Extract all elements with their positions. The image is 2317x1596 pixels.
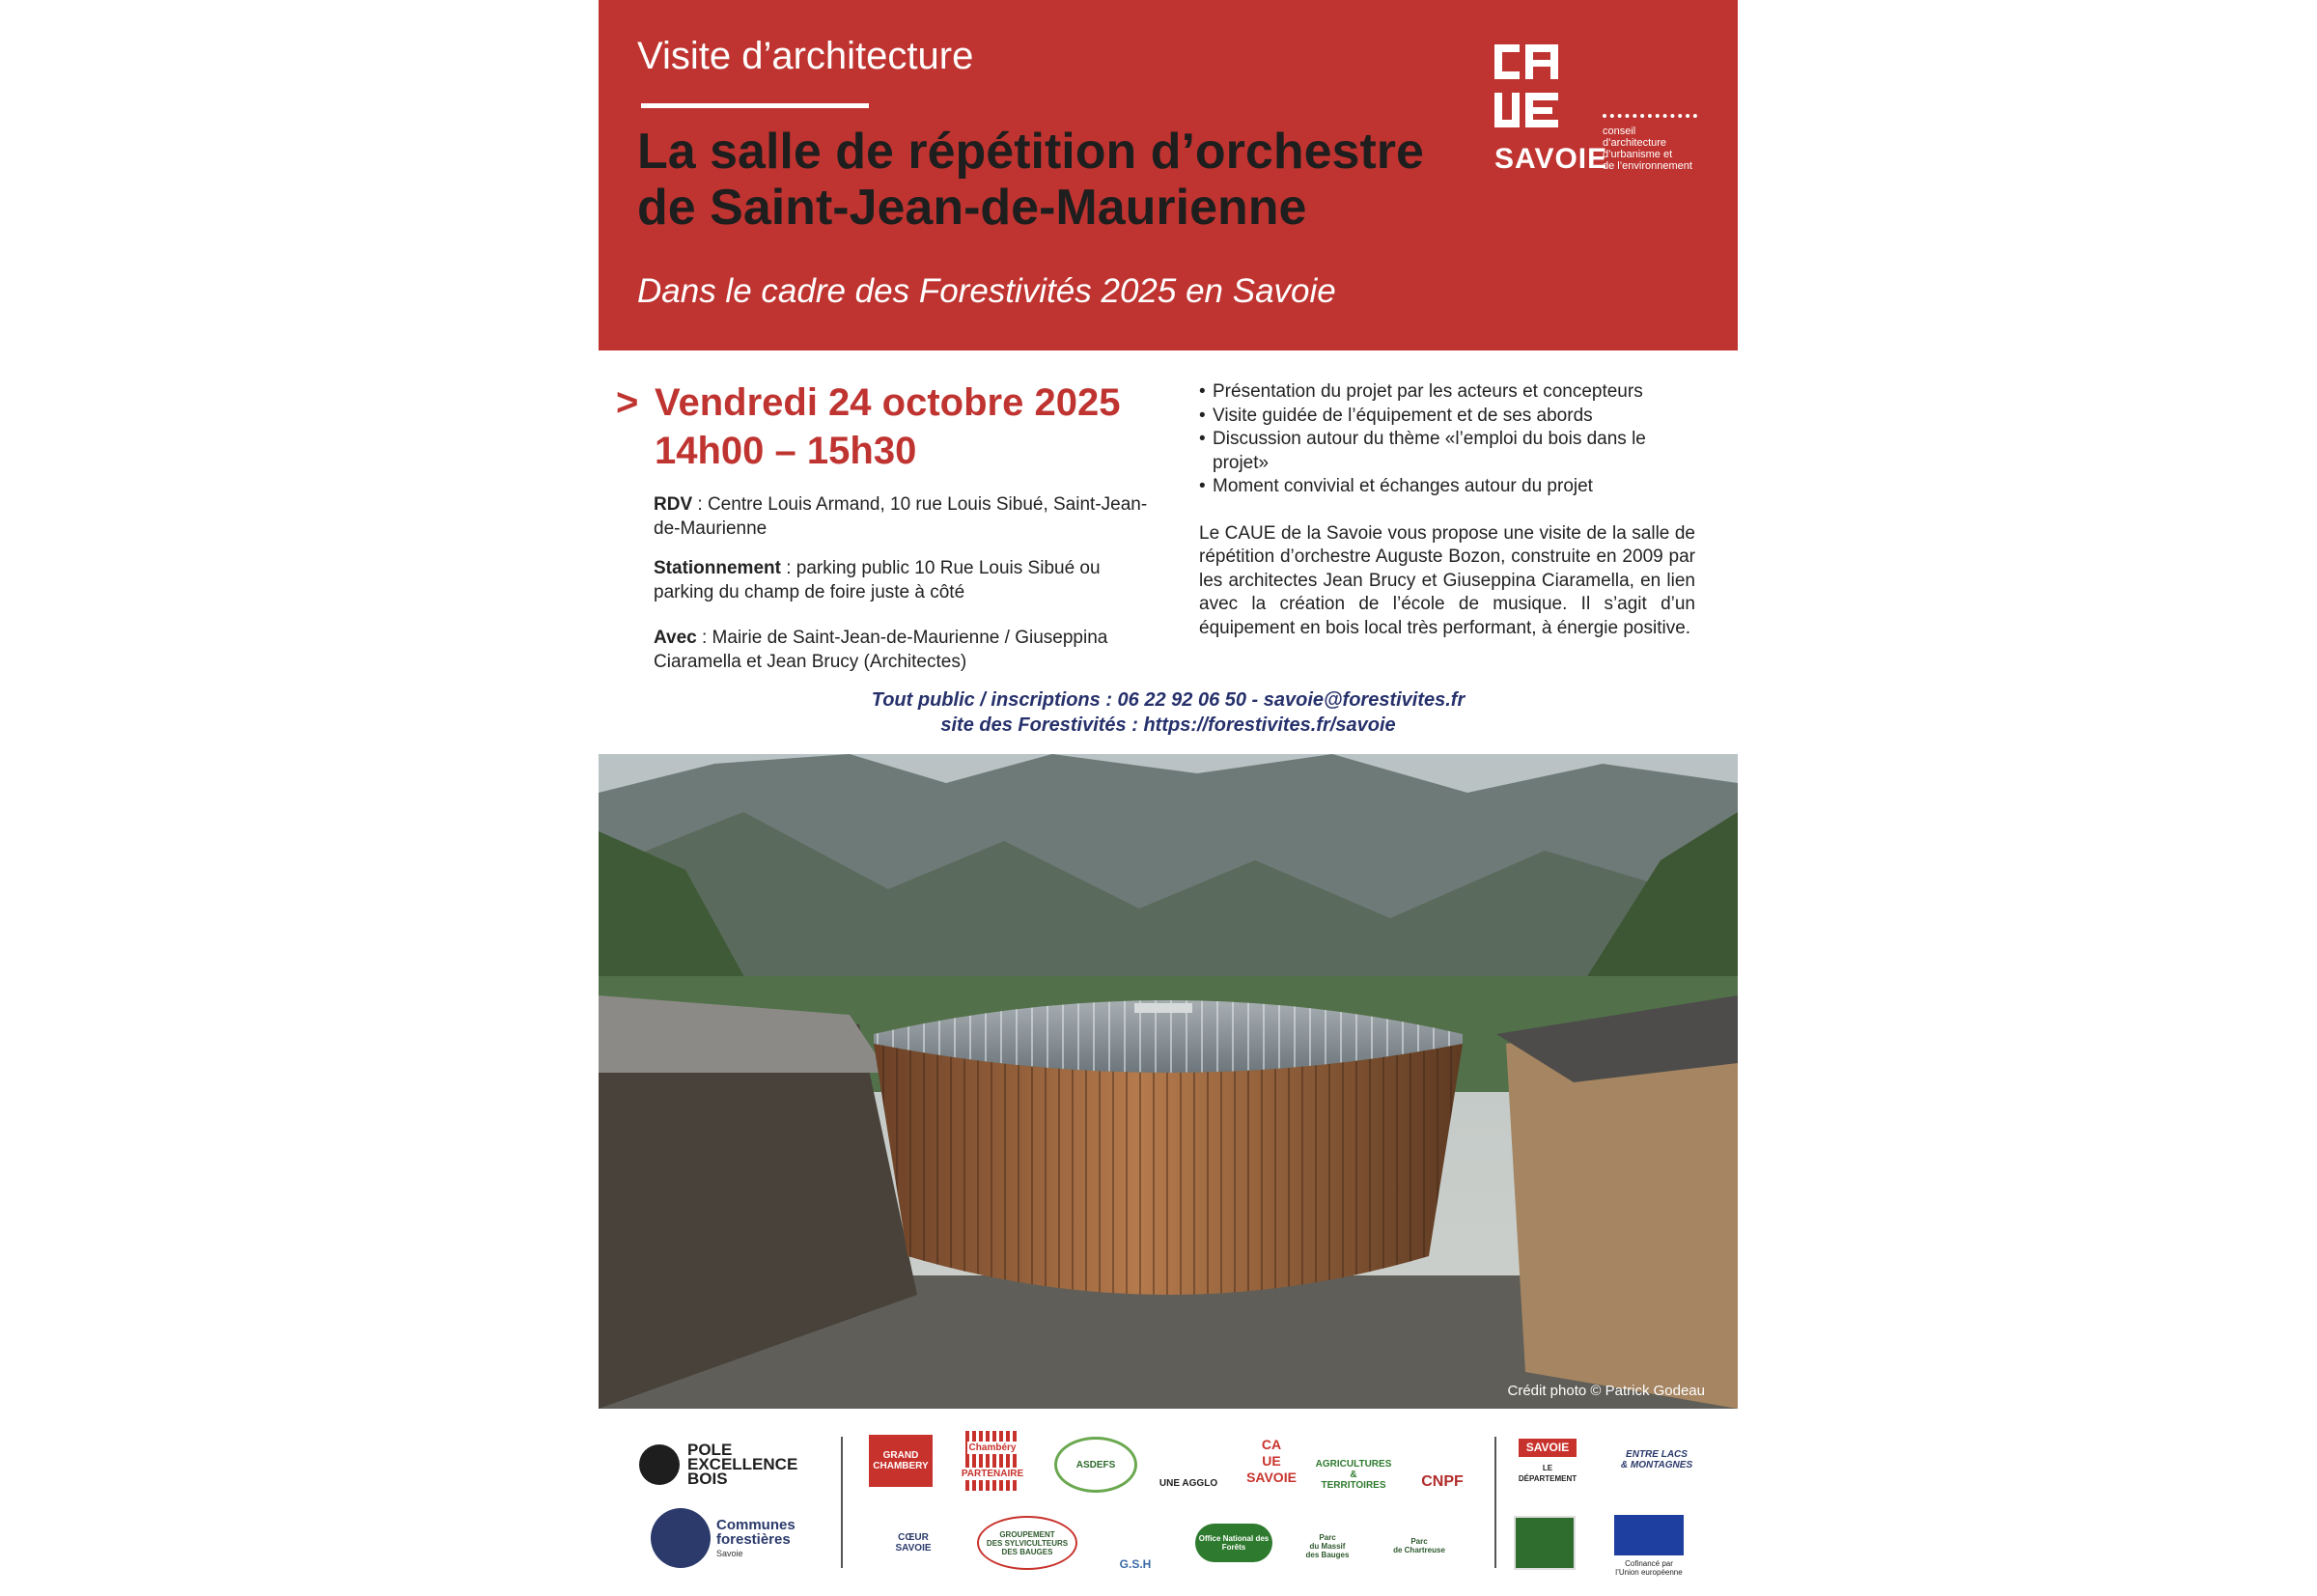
- logo-caption-line: conseil: [1603, 126, 1636, 137]
- header-banner: [599, 0, 1738, 350]
- agricultures-territoires-logo: [1317, 1433, 1390, 1491]
- logo-text: LE DÉPARTEMENT: [1518, 1463, 1577, 1483]
- kicker-divider: [641, 103, 869, 108]
- photo-illustration: [599, 754, 1738, 1409]
- logo-region: SAVOIE: [1494, 143, 1608, 175]
- parking-label: Stationnement: [654, 558, 781, 578]
- program-column: [1199, 380, 1695, 640]
- logo-text: GRAND: [882, 1450, 919, 1461]
- list-item: • Moment convivial et échanges autour du projet: [1199, 475, 1695, 499]
- avec-label: Avec: [654, 628, 697, 648]
- eu-cofinance-logo: [1612, 1512, 1686, 1580]
- sylviculteurs-bauges-logo: [977, 1516, 1077, 1570]
- gal-entre-lacs-montagnes-logo: [1599, 1439, 1715, 1481]
- logo-text: AGRICULTURES: [1315, 1459, 1392, 1470]
- logo-text: ENTRE LACS: [1626, 1449, 1688, 1460]
- contact-block: [599, 687, 1738, 738]
- avec-info: [654, 626, 1156, 674]
- logo-text: l’Union européenne: [1615, 1568, 1683, 1577]
- logo-text: UE: [1262, 1452, 1281, 1469]
- logo-caption-line: d’architecture: [1603, 137, 1667, 149]
- program-list: [1199, 380, 1695, 499]
- logo-text: DES SYLVICULTEURS: [986, 1538, 1069, 1548]
- logo-text: CNPF: [1421, 1473, 1464, 1490]
- logo-text: & TERRITOIRES: [1321, 1470, 1386, 1491]
- building-photo: [599, 754, 1738, 1409]
- logo-text: SAVOIE: [895, 1543, 932, 1554]
- onf-logo: [1195, 1524, 1272, 1562]
- logo-block: [1525, 107, 1552, 114]
- pole-leaf-icon: [639, 1444, 680, 1485]
- cnpf-logo: [1415, 1439, 1469, 1490]
- contact-line-1[interactable]: Tout public / inscriptions : 06 22 92 06 50 - savoie@forestivites.fr: [871, 689, 1466, 711]
- event-date: Vendredi 24 octobre 2025: [655, 381, 1121, 424]
- logo-caption-line: de l’environnement: [1603, 160, 1692, 172]
- parking-info: [654, 556, 1156, 604]
- pole-excellence-bois-logo: [639, 1439, 823, 1487]
- photo-credit: Crédit photo © Patrick Godeau: [1507, 1383, 1705, 1399]
- parking-text: : parking public 10 Rue Louis Sibué ou parking du champ de foire juste à côté: [654, 558, 1101, 602]
- logo-text: GROUPEMENT: [999, 1529, 1055, 1539]
- rdv-label: RDV: [654, 494, 693, 515]
- logo-text: SAVOIE: [1519, 1439, 1577, 1457]
- pole-line: BOIS: [687, 1470, 728, 1488]
- communes-line: Communes: [716, 1517, 796, 1533]
- logo-caption: [1603, 126, 1692, 172]
- logo-text: Office National des Forêts: [1198, 1534, 1270, 1552]
- title-line-2: de Saint-Jean-de-Maurienne: [637, 180, 1307, 236]
- mountain-icon: [651, 1508, 711, 1568]
- kicker: Visite d’architecture: [637, 35, 974, 77]
- asdefs-logo: [1054, 1437, 1137, 1493]
- savoie-departement-logo: [1516, 1431, 1579, 1491]
- caue-small-logo: [1247, 1431, 1296, 1491]
- grand-chambery-logo: [869, 1435, 933, 1487]
- rdv-text: : Centre Louis Armand, 10 rue Louis Sibué, Saint-Jean-de-Maurienne: [654, 494, 1148, 539]
- logo-text: G.S.H: [1119, 1557, 1152, 1571]
- gsh-logo: [1097, 1516, 1174, 1570]
- divider: [1494, 1437, 1496, 1568]
- communes-line: forestières: [716, 1531, 791, 1548]
- arlysere-logo: [1157, 1435, 1220, 1489]
- leader-logo: [1514, 1516, 1576, 1570]
- event-time: 14h00 – 15h30: [655, 430, 917, 472]
- logo-text: du Massif: [1309, 1541, 1346, 1551]
- eu-flag-icon: [1614, 1515, 1684, 1555]
- caue-savoie-logo: [1494, 44, 1726, 180]
- divider: [841, 1437, 843, 1568]
- avec-text: : Mairie de Saint-Jean-de-Maurienne / Giuseppina Ciaramella et Jean Brucy (Architectes): [654, 628, 1108, 672]
- logo-text: Cofinancé par: [1625, 1559, 1673, 1568]
- list-item: • Présentation du projet par les acteurs et concepteurs: [1199, 380, 1695, 405]
- program-description: Le CAUE de la Savoie vous propose une visite de la salle de répétition d’orchestre Auguste Bozon, construite en 2009 par les architectes Jean Brucy et Giuseppina Ciaramella, en lien avec la création de l’école de musique. Il s’agit d’un équipement en bois local très performant, à énergie positive.: [1199, 522, 1695, 638]
- pole-line: EXCELLENCE: [687, 1455, 798, 1473]
- logo-text: de Chartreuse: [1393, 1546, 1445, 1554]
- logo-block: [1525, 120, 1558, 127]
- arrow-icon: >: [616, 381, 639, 424]
- rdv-info: [654, 492, 1156, 541]
- subtitle: Dans le cadre des Forestivités 2025 en Savoie: [637, 272, 1336, 310]
- partner-logos: [599, 1419, 1738, 1596]
- communes-forestieres-logo: [651, 1508, 815, 1572]
- title-line-1: La salle de répétition d’orchestre: [637, 124, 1424, 180]
- logo-text: DES BAUGES: [1001, 1547, 1053, 1556]
- logo-text: Parc: [1410, 1537, 1428, 1546]
- list-item: • Discussion autour du thème «l’emploi du bois dans le projet»: [1199, 428, 1695, 475]
- logo-text: ASDEFS: [1075, 1459, 1116, 1470]
- logo-block: [1525, 60, 1558, 67]
- logo-dotted-rule: [1603, 114, 1697, 118]
- contact-line-2[interactable]: site des Forestivités : https://forestivites.fr/savoie: [940, 714, 1396, 736]
- logo-text: CHAMBERY: [873, 1461, 929, 1471]
- logo-text: Chambéry: [968, 1442, 1017, 1453]
- pole-line: POLE: [687, 1441, 733, 1459]
- logo-block: [1494, 120, 1520, 127]
- page-title: [637, 124, 1506, 236]
- logo-text: CŒUR: [898, 1532, 929, 1543]
- parc-chartreuse-logo: [1388, 1512, 1450, 1580]
- logo-block: [1494, 71, 1520, 79]
- flyer-page: [599, 0, 1738, 1596]
- logo-text: & MONTAGNES: [1620, 1460, 1693, 1470]
- logo-caption-line: d’urbanisme et: [1603, 149, 1673, 160]
- logo-text: des Bauges: [1305, 1550, 1350, 1559]
- parc-bauges-logo: [1303, 1508, 1352, 1583]
- coeur-de-savoie-logo: [877, 1516, 950, 1570]
- logo-text: CA: [1261, 1436, 1282, 1452]
- logo-text: PARTENAIRE: [961, 1469, 1024, 1479]
- chambery-partenaire-logo: [961, 1431, 1024, 1491]
- logo-text: SAVOIE: [1246, 1469, 1297, 1485]
- list-item: • Visite guidée de l’équipement et de ses abords: [1199, 405, 1695, 429]
- logo-text: Parc: [1319, 1532, 1336, 1542]
- communes-sub: Savoie: [716, 1549, 743, 1558]
- logo-text: UNE AGGLO: [1158, 1478, 1218, 1489]
